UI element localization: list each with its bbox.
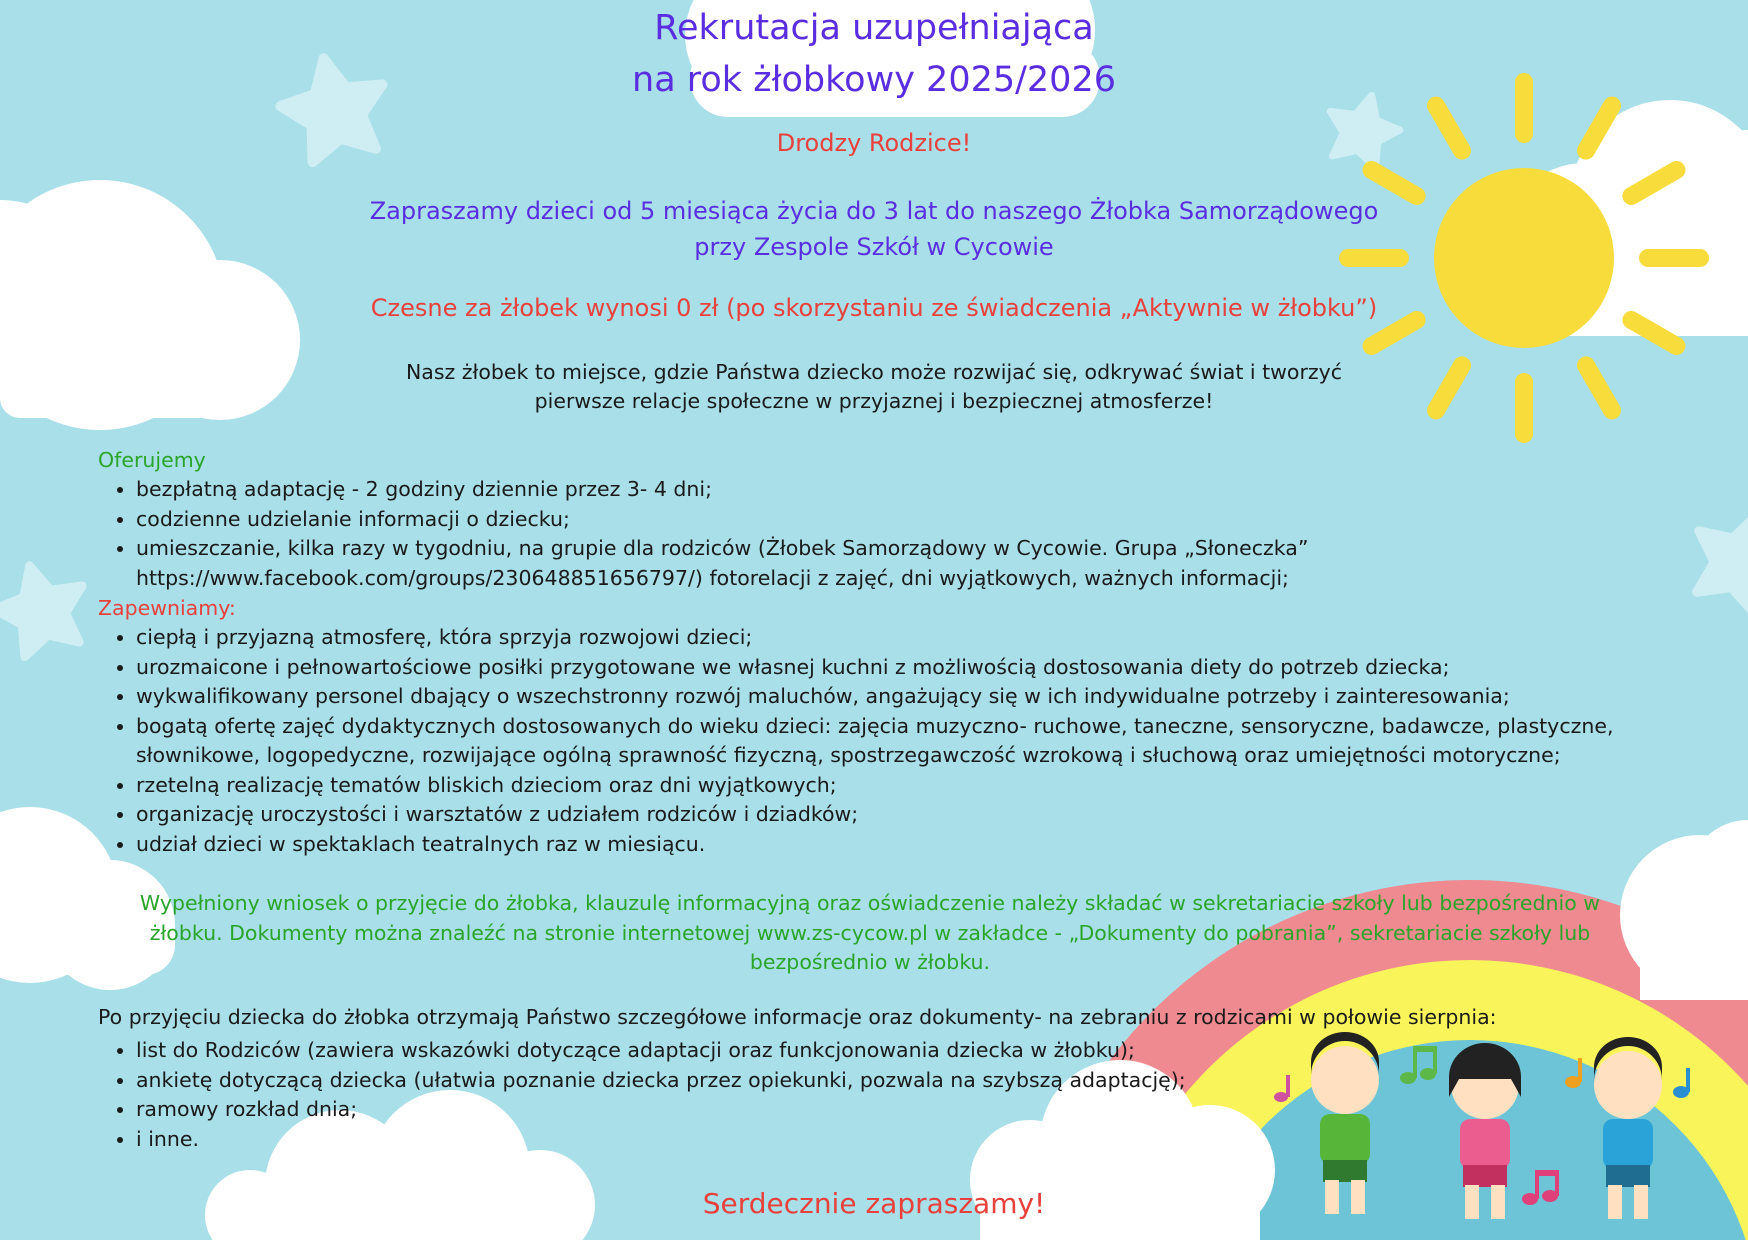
list-item: • list do Rodziców (zawiera wskazówki dotyczące adaptacji oraz funkcjonowania dziecka w żłobku);	[136, 1036, 1186, 1066]
after-admission-heading: Po przyjęciu dziecka do żłobka otrzymają Państwo szczegółowe informacje oraz dokumenty- na zebraniu z rodzicami w połowie sierpnia:	[98, 1005, 1497, 1029]
list-item: • urozmaicone i pełnowartościowe posiłki przygotowane we własnej kuchni z możliwością dostosowania diety do potrzeb dziecka;	[136, 653, 1613, 683]
invitation-line-1: Zapraszamy dzieci od 5 miesiąca życia do 3 lat do naszego Żłobka Samorządowego	[369, 197, 1379, 225]
application-note-line-2: żłobku. Dokumenty można znaleźć na stronie internetowej www.zs-cycow.pl w zakładce - „Dokumenty do pobrania”, sekretariacie szkoły lub	[149, 920, 1591, 945]
closing-text: Serdecznie zapraszamy!	[702, 1187, 1046, 1220]
list-item: • bogatą ofertę zajęć dydaktycznych dostosowanych do wieku dzieci: zajęcia muzyczno- ruchowe, taneczne, sensoryczne, badawcze, plastyczne,	[136, 712, 1613, 742]
list-item-continuation: słownikowe, logopedyczne, rozwijające ogólną sprawność fizyczną, spostrzegawczość wzrokową i słuchową oraz umiejętności motoryczne;	[136, 743, 1561, 767]
title-line-2: na rok żłobkowy 2025/2026	[632, 60, 1116, 100]
invitation	[0, 193, 1748, 265]
title-line-1: Rekrutacja uzupełniająca	[654, 8, 1094, 48]
greeting: Drodzy Rodzice!	[776, 129, 972, 157]
list-item: • ciepłą i przyjazną atmosferę, która sprzyja rozwojowi dzieci;	[136, 623, 1613, 653]
list-item: • bezpłatną adaptację - 2 godziny dziennie przez 3- 4 dni;	[136, 475, 1308, 505]
list-item: • umieszczanie, kilka razy w tygodniu, na grupie dla rodziców (Żłobek Samorządowy w Cycowie. Grupa „Słoneczka”	[136, 534, 1308, 564]
list-item: • codzienne udzielanie informacji o dziecku;	[136, 505, 1308, 535]
after-admission-list	[98, 1036, 1186, 1154]
list-item: • organizację uroczystości i warsztatów z udziałem rodziców i dziadków;	[136, 800, 1613, 830]
list-item: • ankietę dotyczącą dziecka (ułatwia poznanie dziecka przez opiekunki, pozwala na szybszą adaptację);	[136, 1066, 1186, 1096]
intro-line-2: pierwsze relacje społeczne w przyjaznej i bezpiecznej atmosferze!	[534, 389, 1214, 413]
list-item: • udział dzieci w spektaklach teatralnych raz w miesiącu.	[136, 830, 1613, 860]
intro-text	[0, 358, 1748, 416]
fee-info: Czesne za żłobek wynosi 0 zł (po skorzystaniu ze świadczenia „Aktywnie w żłobku”)	[370, 294, 1378, 322]
list-item: • i inne.	[136, 1125, 1186, 1155]
invitation-line-2: przy Zespole Szkół w Cycowie	[694, 233, 1054, 261]
offer-list	[98, 475, 1308, 593]
list-item: • rzetelną realizację tematów bliskich dzieciom oraz dni wyjątkowych;	[136, 771, 1613, 801]
list-item-continuation: https://www.facebook.com/groups/230648851656797/) fotorelacji z zajęć, dni wyjątkowych, ważnych informacji;	[136, 565, 1289, 590]
application-note-line-1: Wypełniony wniosek o przyjęcie do żłobka, klauzulę informacyjną oraz oświadczenie należy składać w sekretariacie szkoły lub bezpośrednio w	[139, 891, 1601, 915]
ensure-heading: Zapewniamy:	[98, 596, 236, 620]
page-title	[0, 2, 1748, 106]
application-note-line-3: bezpośrednio w żłobku.	[749, 950, 991, 974]
list-item: • wykwalifikowany personel dbający o wszechstronny rozwój maluchów, angażujący się w ich indywidualne potrzeby i zainteresowania;	[136, 682, 1613, 712]
offer-heading: Oferujemy	[98, 448, 206, 472]
list-item: • ramowy rozkład dnia;	[136, 1095, 1186, 1125]
intro-line-1: Nasz żłobek to miejsce, gdzie Państwa dziecko może rozwijać się, odkrywać świat i tworzyć	[405, 360, 1343, 384]
ensure-list	[98, 623, 1613, 859]
application-note	[130, 889, 1610, 978]
